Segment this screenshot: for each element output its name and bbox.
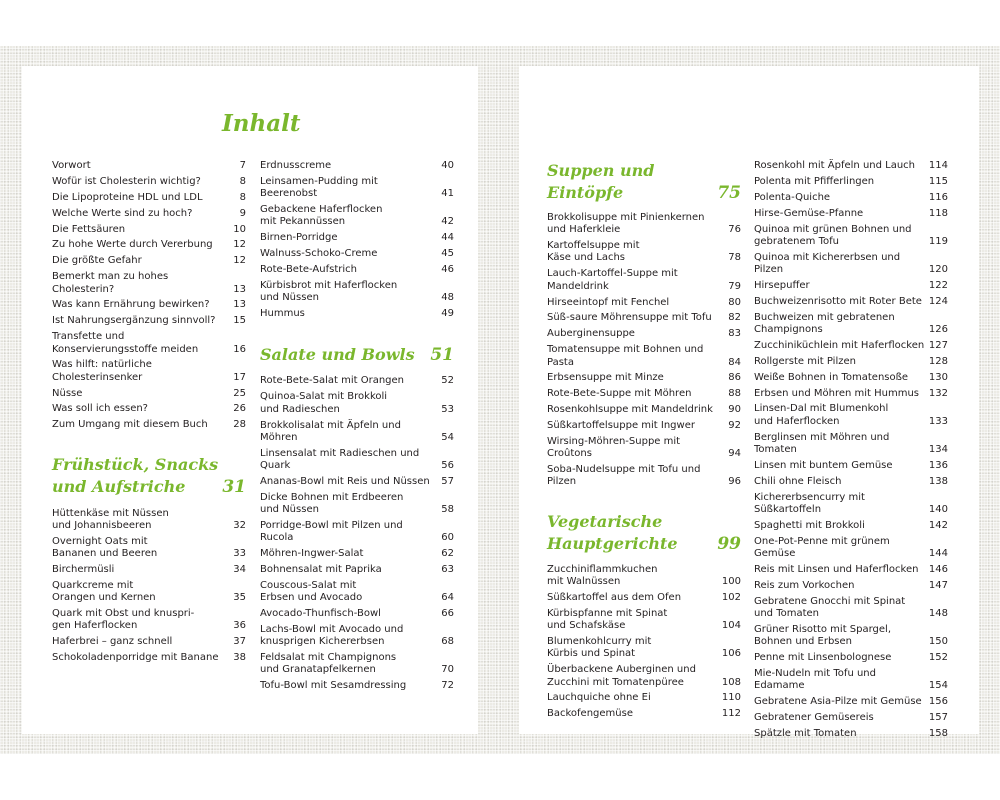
toc-entry-title: Brokkolisalat mit Äpfeln und Möhren [260,419,401,443]
toc-entry [260,476,454,488]
toc-entry-page: 110 [721,692,741,704]
toc-entry [52,652,246,664]
toc-entry-page: 152 [928,652,948,664]
toc-entry-title: Zu hohe Werte durch Vererbung [52,239,213,251]
toc-entry [52,403,246,415]
toc-entry-page: 56 [441,459,454,471]
toc-entry-page: 116 [928,191,948,203]
toc-entry-page: 88 [728,388,741,400]
toc-entry-title: Rosenkohlsuppe mit Mandeldrink [547,404,713,416]
toc-entry-page: 40 [441,160,454,171]
toc-entry [754,564,948,576]
toc-entry [754,296,948,308]
toc-entry-page: 102 [721,591,741,603]
toc-entry [754,460,948,472]
toc-entry-page: 38 [233,652,246,664]
section-page: 31 [222,476,246,497]
toc-entry [260,448,454,473]
toc-entry-page: 35 [233,592,246,604]
toc-entry [52,160,246,172]
toc-entry-page: 106 [721,648,741,660]
toc-entry-page: 90 [728,404,741,416]
toc-entry-title: Dicke Bohnen mit Erdbeeren und Nüssen [260,491,404,516]
toc-entry-page: 48 [441,292,454,304]
toc-entry-title: Chili ohne Fleisch [754,475,842,487]
toc-entry [754,492,948,517]
toc-entry-page: 156 [928,696,948,708]
toc-entry-title: Kartoffelsuppe mit Käse und Lachs [547,240,640,264]
toc-entry-title: Quinoa-Salat mit Brokkoli und Radieschen [260,391,388,415]
toc-entry [52,208,246,220]
toc-entry-page: 136 [928,459,948,471]
toc-entry-page: 114 [928,160,948,171]
toc-entry-page: 86 [728,372,741,384]
toc-entry-title: Feldsalat mit Champignons und Granatapfelkernen [260,652,397,676]
toc-entry-title: Was soll ich essen? [52,403,148,415]
toc-entry-title: Ist Nahrungsergänzung sinnvoll? [52,315,216,327]
toc-entry [547,268,741,293]
toc-entry [547,436,741,461]
toc-entry [547,636,741,661]
toc-entry-page: 7 [239,160,246,171]
section-page: 75 [717,183,741,203]
toc-entry-title: Kürbispfanne mit Spinat und Schafskäse [547,607,668,632]
toc-entry-page: 46 [441,264,454,276]
toc-entry-title: Die Fettsäuren [52,223,126,235]
toc-entry-page: 9 [239,207,246,219]
toc-entry-title: Welche Werte sind zu hoch? [52,207,193,219]
toc-entry [754,403,948,428]
toc-entry-title: Lachs-Bowl mit Avocado und knusprigen Kichererbsen [260,624,404,648]
toc-entry-page: 13 [233,283,246,295]
toc-entry-page: 104 [721,620,741,632]
toc-entry-page: 96 [728,476,741,488]
toc-entry-title: Porridge-Bowl mit Pilzen und Rucola [260,519,403,544]
toc-entry [754,356,948,368]
toc-entry [547,212,741,237]
section-page: 51 [430,345,454,366]
toc-entry-title: Mie-Nudeln mit Tofu und Edamame [754,667,876,692]
toc-entry [547,388,741,400]
toc-entry [260,680,454,692]
toc-entry-page: 148 [928,607,948,619]
toc-entry-page: 84 [728,356,741,368]
toc-entry-title: Rote-Bete-Suppe mit Möhren [547,388,692,400]
toc-entry-title: Grüner Risotto mit Spargel, Bohnen und Erbsen [754,623,892,648]
toc-entry [52,608,246,633]
toc-entry-title: Wirsing-Möhren-Suppe mit Croûtons [547,435,681,460]
toc-entry-title: Kürbisbrot mit Haferflocken und Nüssen [260,279,398,304]
toc-entry-title: Tomatensuppe mit Bohnen und Pasta [547,344,704,368]
right-page [519,66,979,739]
toc-entry [754,340,948,352]
section-heading [547,160,741,204]
toc-entry [260,548,454,560]
toc-entry-title: Erbsensuppe mit Minze [547,372,664,384]
toc-entry-title: Quarkcreme mit Orangen und Kernen [52,579,156,604]
toc-entry-title: Buchweizenrisotto mit Roter Bete [754,295,922,307]
toc-entry [754,712,948,724]
toc-entry [260,580,454,605]
toc-entry [754,280,948,292]
toc-entry [52,331,246,356]
left-page [22,66,478,734]
toc-entry [547,708,741,720]
toc-entry-page: 79 [728,280,741,292]
toc-entry [52,192,246,204]
toc-entry [52,536,246,561]
toc-entry [754,476,948,488]
toc-entry [547,404,741,416]
toc-entry [52,224,246,236]
toc-entry [52,239,246,251]
toc-entry [547,664,741,689]
toc-entry-page: 34 [233,564,246,576]
toc-entry-title: Überbackene Auberginen und Zucchini mit Tomatenpüree [547,664,696,688]
toc-entry [754,388,948,400]
section-heading [52,454,246,498]
toc-entry-title: Gebratene Asia-Pilze mit Gemüse [754,696,922,708]
toc-entry-title: Gebackene Haferflocken mit Pekannüssen [260,204,383,228]
toc-entry [754,224,948,249]
toc-entry-title: Leinsamen-Pudding mit Beerenobst [260,175,378,200]
toc-entry-page: 138 [928,475,948,487]
right-column-2 [754,160,948,744]
toc-entry-title: Hirseeintopf mit Fenchel [547,296,670,308]
section-heading [260,344,454,366]
toc-entry-title: Was hilft: natürliche Cholesterinsenker [52,359,152,383]
toc-entry-title: Kichererbsencurry mit Süßkartoffeln [754,491,865,515]
toc-entry-title: Zum Umgang mit diesem Buch [52,419,208,431]
toc-entry-page: 144 [928,548,948,559]
toc-entry-page: 8 [239,191,246,203]
toc-entry-title: Linsensalat mit Radieschen und Quark [260,447,420,471]
toc-entry-title: Nüsse [52,387,83,399]
toc-entry-title: Hirse-Gemüse-Pfanne [754,207,864,219]
toc-entry-title: Wofür ist Cholesterin wichtig? [52,175,201,187]
toc-entry-title: Vorwort [52,160,91,171]
toc-entry-title: Penne mit Linsenbolognese [754,652,892,664]
toc-entry [754,160,948,172]
toc-entry-title: Blumenkohlcurry mit Kürbis und Spinat [547,636,652,660]
toc-entry [547,344,741,369]
toc-entry-page: 54 [441,431,454,443]
section-title: Frühstück, Snacks und Aufstriche [52,454,219,496]
toc-entry-page: 122 [928,279,948,291]
right-column-1 [547,160,741,724]
toc-entry-page: 127 [928,339,948,351]
toc-entry [754,536,948,561]
toc-entry [52,315,246,327]
toc-entry-page: 83 [728,328,741,340]
toc-entry [260,280,454,305]
toc-entry-title: Quinoa mit grünen Bohnen und gebratenem Tofu [754,223,912,247]
toc-entry-page: 118 [928,207,948,219]
toc-entry-title: Rosenkohl mit Äpfeln und Lauch [754,160,916,171]
toc-entry [547,608,741,633]
toc-entry-page: 15 [233,315,246,327]
toc-entry [754,696,948,708]
toc-entry [260,308,454,320]
toc-entry-page: 124 [928,295,948,307]
toc-entry [547,240,741,265]
toc-entry-title: Spätzle mit Tomaten [754,727,857,739]
toc-entry [754,176,948,188]
toc-entry-title: Hirsepuffer [754,279,810,291]
toc-entry-title: Berglinsen mit Möhren und Tomaten [754,431,890,455]
toc-entry [754,580,948,592]
toc-entry-title: Reis mit Linsen und Haferflocken [754,563,919,575]
toc-entry [260,420,454,445]
toc-entry-title: Schokoladenporridge mit Banane [52,652,219,664]
toc-entry [52,271,246,296]
toc-entry-page: 58 [441,504,454,516]
toc-entry-title: Möhren-Ingwer-Salat [260,548,364,560]
toc-entry-page: 134 [928,443,948,455]
toc-entry-title: Buchweizen mit gebratenen Champignons [754,311,895,336]
toc-entry [754,624,948,649]
toc-entry-title: Bemerkt man zu hohes Cholesterin? [52,271,169,295]
toc-entry-page: 64 [441,592,454,604]
toc-entry-page: 80 [728,296,741,308]
toc-entry-page: 120 [928,264,948,276]
toc-entry [260,564,454,576]
toc-entry-page: 157 [928,712,948,724]
toc-entry-page: 140 [928,503,948,515]
toc-entry-page: 70 [441,664,454,676]
toc-entry [547,328,741,340]
toc-entry-title: Spaghetti mit Brokkoli [754,519,865,531]
toc-entry-title: Transfette und Konservierungsstoffe meiden [52,331,199,355]
toc-entry-page: 52 [441,375,454,387]
toc-entry [52,508,246,533]
toc-entry [52,176,246,188]
toc-entry [547,692,741,704]
toc-entry [260,652,454,677]
toc-entry-page: 154 [928,680,948,692]
toc-entry-title: Brokkolisuppe mit Pinienkernen und Haferkleie [547,212,705,236]
toc-entry-page: 66 [441,608,454,620]
toc-entry [260,375,454,387]
toc-entry-title: Quinoa mit Kichererbsen und Pilzen [754,251,901,276]
toc-entry-page: 60 [441,532,454,544]
toc-entry-page: 72 [441,680,454,692]
toc-entry-title: Couscous-Salat mit Erbsen und Avocado [260,579,363,604]
toc-entry-title: Erdnusscreme [260,160,332,171]
toc-entry [754,208,948,220]
toc-entry [260,391,454,416]
toc-entry-title: Lauch-Kartoffel-Suppe mit Mandeldrink [547,268,678,292]
toc-entry-page: 62 [441,548,454,560]
toc-entry [547,312,741,324]
toc-entry-page: 10 [233,223,246,235]
toc-entry [754,252,948,277]
toc-entry-title: Süßkartoffelsuppe mit Ingwer [547,420,695,432]
toc-entry [260,176,454,201]
toc-entry-title: Rollgerste mit Pilzen [754,355,856,367]
toc-entry [754,372,948,384]
toc-entry [260,520,454,545]
toc-entry [52,255,246,267]
toc-entry-page: 150 [928,636,948,648]
toc-entry [547,592,741,604]
toc-entry-title: Hüttenkäse mit Nüssen und Johannisbeeren [52,507,169,531]
toc-entry-title: Walnuss-Schoko-Creme [260,248,378,260]
toc-entry-title: Rote-Bete-Salat mit Orangen [260,375,405,387]
toc-entry-page: 158 [928,727,948,739]
toc-entry-title: Weiße Bohnen in Tomatensoße [754,371,909,383]
toc-entry-page: 76 [728,224,741,236]
toc-entry [260,232,454,244]
toc-entry-page: 128 [928,355,948,367]
toc-entry-page: 130 [928,371,948,383]
toc-entry-title: Rote-Bete-Aufstrich [260,264,357,276]
toc-entry [754,432,948,457]
toc-entry-title: Was kann Ernährung bewirken? [52,299,210,311]
toc-entry [52,299,246,311]
toc-entry-page: 115 [928,175,948,187]
toc-entry-page: 28 [233,419,246,431]
toc-entry-title: Soba-Nudelsuppe mit Tofu und Pilzen [547,464,701,488]
toc-entry [52,388,246,400]
toc-entry-title: One-Pot-Penne mit grünem Gemüse [754,535,890,559]
toc-entry-page: 63 [441,564,454,576]
toc-entry [754,520,948,532]
toc-entry-title: Birnen-Porridge [260,232,338,244]
toc-entry-title: Süß-saure Möhrensuppe mit Tofu [547,312,712,324]
toc-entry [52,564,246,576]
toc-entry-title: Ananas-Bowl mit Reis und Nüssen [260,475,430,487]
toc-entry-title: Zucchiniflammkuchen mit Walnüssen [547,563,658,588]
toc-entry-page: 112 [721,708,741,720]
section-title: Suppen und Eintöpfe [547,161,655,202]
toc-entry [547,564,741,589]
toc-entry-title: Auberginensuppe [547,328,635,340]
toc-entry-page: 53 [441,403,454,415]
toc-entry [754,668,948,693]
toc-entry-page: 92 [728,420,741,432]
toc-entry-title: Gebratener Gemüsereis [754,712,874,724]
toc-entry [547,464,741,489]
toc-entry-title: Hummus [260,308,305,320]
toc-entry [260,264,454,276]
toc-entry-page: 33 [233,548,246,560]
toc-entry-title: Tofu-Bowl mit Sesamdressing [260,680,407,692]
toc-entry-title: Die größte Gefahr [52,255,142,267]
left-column-1 [52,160,246,668]
left-column-2 [260,160,454,696]
toc-entry-page: 26 [233,403,246,415]
toc-entry-page: 100 [721,576,741,588]
toc-entry-title: Linsen-Dal mit Blumenkohl und Haferflocken [754,403,889,427]
toc-entry-page: 94 [728,448,741,460]
toc-entry-page: 147 [928,579,948,591]
toc-entry-page: 12 [233,255,246,267]
toc-entry-title: Reis zum Vorkochen [754,579,855,591]
toc-entry-page: 68 [441,636,454,648]
toc-entry-page: 8 [239,175,246,187]
toc-entry [260,624,454,649]
toc-entry-page: 108 [721,676,741,688]
toc-entry-page: 32 [233,519,246,531]
toc-entry [260,204,454,229]
toc-entry-page: 146 [928,563,948,575]
toc-entry-title: Linsen mit buntem Gemüse [754,459,893,471]
section-title: Vegetarische Hauptgerichte [547,511,678,553]
toc-entry-title: Lauchquiche ohne Ei [547,692,651,704]
toc-entry-title: Birchermüsli [52,564,115,576]
toc-entry-page: 44 [441,232,454,244]
section-heading [547,511,741,555]
toc-entry-page: 57 [441,475,454,487]
toc-entry [52,636,246,648]
toc-entry-title: Quark mit Obst und knuspri- gen Haferflocken [52,608,195,632]
toc-entry [754,652,948,664]
toc-entry-page: 42 [441,216,454,228]
toc-entry-page: 16 [233,343,246,355]
toc-entry-page: 25 [233,387,246,399]
toc-entry-page: 45 [441,248,454,260]
toc-entry [260,492,454,517]
toc-entry-page: 49 [441,308,454,320]
toc-entry-page: 126 [928,324,948,336]
toc-entry-page: 17 [233,371,246,383]
toc-entry-page: 37 [233,636,246,648]
toc-entry-title: Gebratene Gnocchi mit Spinat und Tomaten [754,595,906,619]
toc-entry [547,420,741,432]
toc-entry-page: 82 [728,312,741,324]
toc-entry-page: 12 [233,239,246,251]
toc-entry-title: Overnight Oats mit Bananen und Beeren [52,535,158,560]
toc-entry-page: 142 [928,519,948,531]
toc-entry-title: Erbsen und Möhren mit Hummus [754,387,920,399]
toc-entry-page: 132 [928,387,948,399]
toc-entry-page: 13 [233,299,246,311]
toc-entry [547,297,741,309]
toc-entry-title: Bohnensalat mit Paprika [260,564,382,576]
toc-entry [754,312,948,337]
toc-entry [754,192,948,204]
toc-entry-page: 119 [928,235,948,247]
toc-entry-title: Süßkartoffel aus dem Ofen [547,591,682,603]
page-title: Inhalt [222,110,301,137]
toc-entry-title: Avocado-Thunfisch-Bowl [260,608,381,620]
toc-entry-title: Polenta mit Pfifferlingen [754,175,875,187]
toc-entry [547,372,741,384]
toc-entry-title: Backofengemüse [547,708,633,720]
toc-entry [52,359,246,384]
toc-entry-title: Haferbrei – ganz schnell [52,636,173,648]
section-title: Salate und Bowls [260,345,415,365]
toc-entry [52,580,246,605]
toc-entry-page: 78 [728,252,741,264]
toc-entry-title: Zucchiniküchlein mit Haferflocken [754,339,925,351]
toc-entry [52,419,246,431]
toc-entry-title: Polenta-Quiche [754,191,831,203]
toc-entry-title: Die Lipoproteine HDL und LDL [52,191,203,203]
toc-entry-page: 133 [928,415,948,427]
toc-entry-page: 36 [233,620,246,632]
toc-entry-page: 41 [441,188,454,200]
toc-entry [260,248,454,260]
toc-entry [754,596,948,621]
toc-entry [260,608,454,620]
section-page: 99 [717,533,741,554]
toc-entry [260,160,454,172]
toc-entry [754,728,948,740]
